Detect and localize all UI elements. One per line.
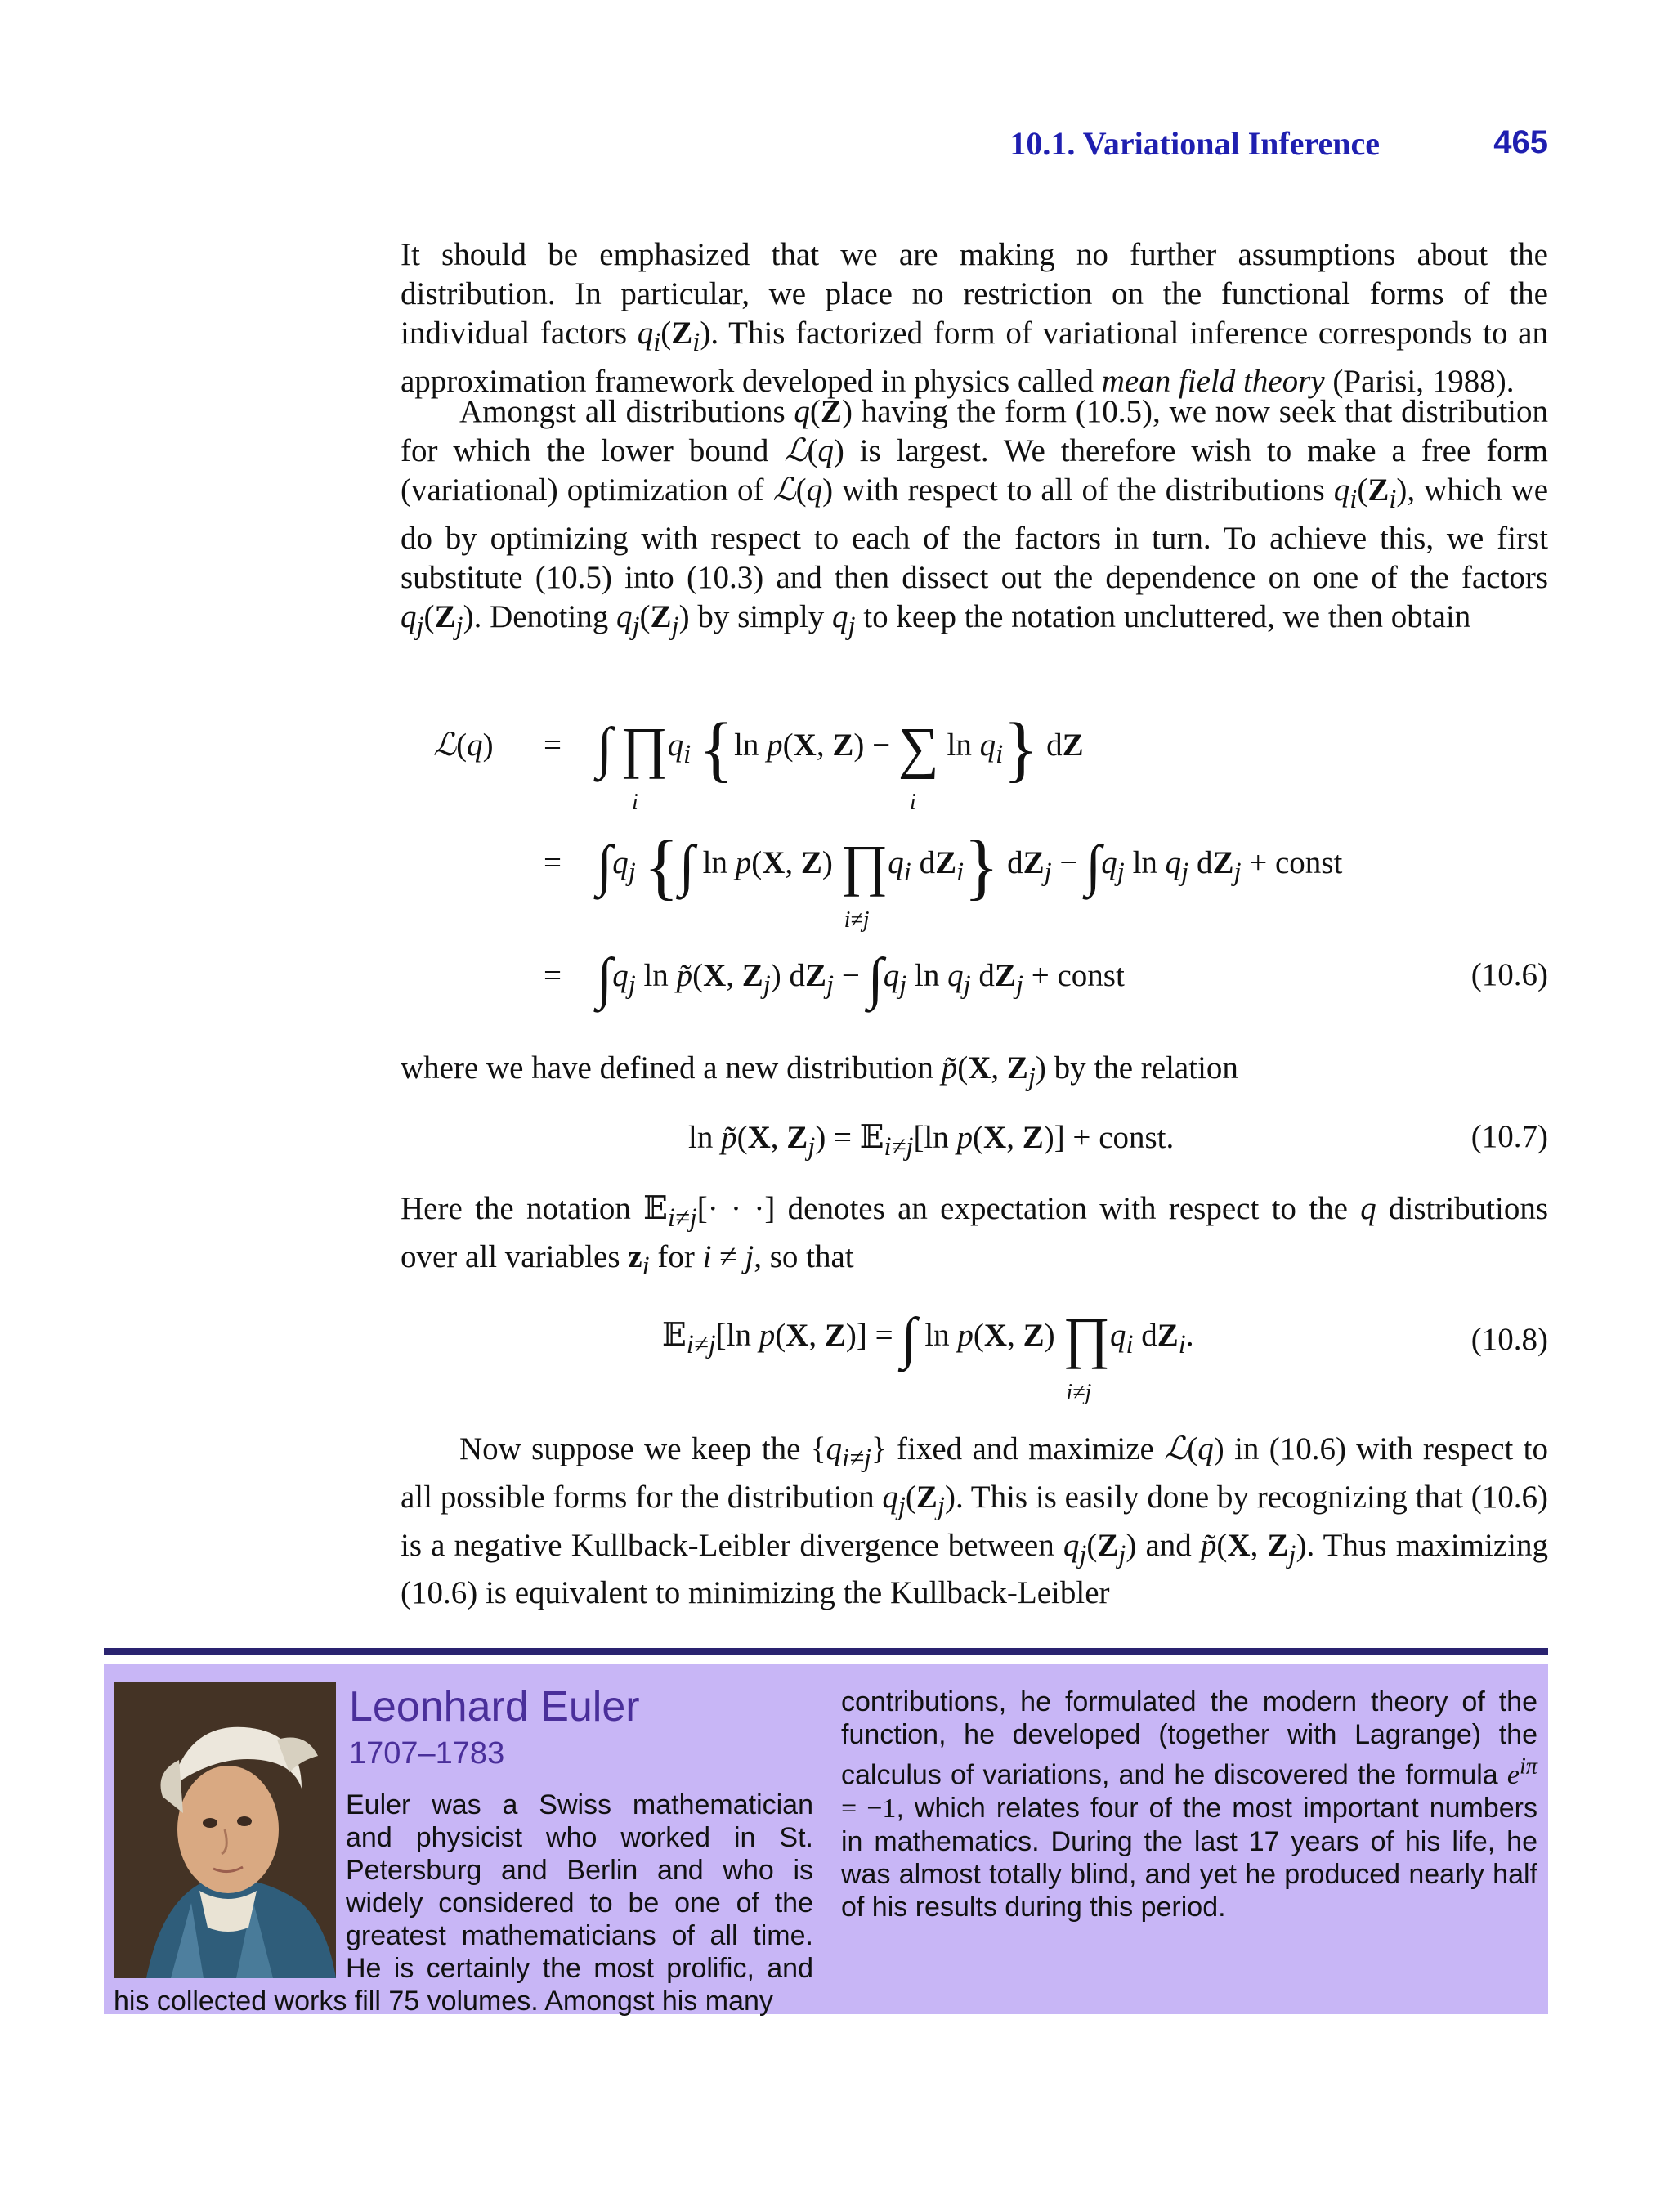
bio-right-column: contributions, he formulated the modern theory of the function, he developed (together with Lagrange) the calculus of variations, and he discovered the formula $e^{i\pi} = -1$, which relates four of the most important numbers in mathematics. During the last 17 years of his life, he was almost totally blind, and yet he produced nearly half of his results during this period. xyxy=(841,1686,1537,1923)
equation-number: (10.7) xyxy=(1470,1119,1548,1154)
equation-10-6-lhs: ℒ(q) xyxy=(433,728,494,763)
running-header xyxy=(0,124,1548,173)
equals-sign: = xyxy=(544,728,562,763)
equals-sign: = xyxy=(544,958,562,993)
paragraph-4: Here the notation 𝔼$_{i\ne j}$[· · ·] denotes an expectation with respect to the q distributions over all variables $z_i$ for i ≠ j, so that xyxy=(401,1191,1549,1281)
equation-number: (10.8) xyxy=(1470,1322,1548,1357)
equation-10-6-line-3: $\int q_j$ ln p̃(X, $Z_j$) $dZ_j - \int q_j$ $\ln q_j$ $dZ_j$ + const xyxy=(597,947,1125,1010)
paragraph-5: Now suppose we keep the $\{q_{i\ne j}\}$ fixed and maximize ℒ(q) in (10.6) with respect to all possible forms for the distribution $q_j(Z_j)$. This is easily done by recognizing that (10.6) is a negative Kullback-Leibler divergence between $q_j(Z_j)$ and p̃(X, $Z_j$). Thus maximizing (10.6) is equivalent to minimizing the Kullback-Leibler xyxy=(401,1431,1549,1611)
bio-left-column xyxy=(104,1664,813,2017)
equation-10-6-line-2: $\int q_j$ {∫ ln p(X, Z) ∏ i≠j $q_i$ $dZ_i$} $dZ_j - \int q_j$ $\ln q_j$ $dZ_j$ + const xyxy=(597,826,1343,933)
equation-number: (10.6) xyxy=(1470,957,1548,992)
equals-sign: = xyxy=(544,845,562,880)
bio-left-text: Euler was a Swiss mathematician and physicist who worked in St. Petersburg and Berlin and who is widely considered to be one of the greatest mathematicians of all time. He is certainly the most prolific, and his collected works fill 75 volumes. Amongst his many xyxy=(114,1789,813,2017)
bio-name: Leonhard Euler xyxy=(349,1683,640,1731)
page-number: 465 xyxy=(1493,124,1548,160)
bio-divider xyxy=(104,1648,1548,1655)
paragraph-3: where we have defined a new distribution p̃(X, $Z_j$) by the relation xyxy=(401,1050,1238,1092)
paragraph-2: Amongst all distributions q(Z) having the form (10.5), we now seek that distribution for which the lower bound ℒ(q) is largest. We therefore wish to make a free form (variational) optimization of ℒ(q) with respect to all of the distributions $q_i(Z_i)$, which we do by optimizing with respect to each of the factors in turn. To achieve this, we first substitute (10.5) into (10.3) and then dissect out the dependence on one of the factors $q_j(Z_j)$. Denoting $q_j(Z_j)$ by simply $q_j$ to keep the notation uncluttered, we then obtain xyxy=(401,394,1548,641)
bio-years: 1707–1783 xyxy=(349,1736,505,1771)
equation-10-8: 𝔼$_{i\ne j}$[ln p(X, Z)] = ∫ ln p(X, Z) ∏ i≠j $q_i$ $dZ_i$. xyxy=(662,1307,1194,1405)
equation-10-6-line-1: ∫ ∏ i $q_i$ {ln p(X, Z) − ∑ i $\ln q_i$} dZ xyxy=(597,709,1084,815)
paragraph-1: It should be emphasized that we are making no further assumptions about the distribution. In particular, we place no restriction on the functional forms of the individual factors $q_i(Z_i)$. This factorized form of variational inference corresponds to an approximation framework developed in physics called mean field theory (Parisi, 1988). xyxy=(401,237,1548,399)
biography-box xyxy=(104,1664,1548,2017)
section-title: 10.1. Variational Inference xyxy=(1009,125,1380,162)
equation-10-7: ln p̃(X, $Z_j$) = 𝔼$_{i\ne j}$[ln p(X, Z)] + const. xyxy=(688,1120,1175,1162)
